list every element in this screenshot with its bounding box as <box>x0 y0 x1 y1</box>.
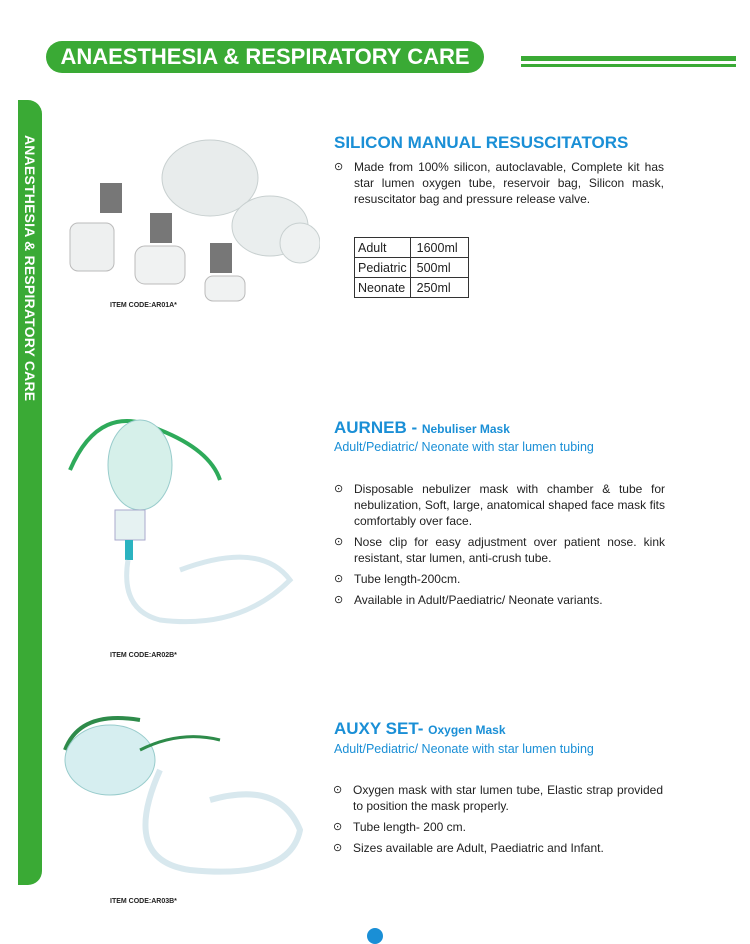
sidebar-label: ANAESTHESIA & RESPIRATORY CARE <box>22 135 38 402</box>
bullet-icon: ⊙ <box>334 594 344 606</box>
product-title: AURNEB - Nebuliser Mask <box>334 418 510 437</box>
product-title: AUXY SET- Oxygen Mask <box>334 719 506 738</box>
feature-item: ⊙ Disposable nebulizer mask with chamber & tube for nebulization, Soft, large, anatomical shaped face mask fits comfortably over face. <box>334 482 665 528</box>
feature-item: ⊙ Tube length-200cm. <box>334 572 461 586</box>
bullet-icon: ⊙ <box>334 161 344 173</box>
table-row: Pediatric 500ml <box>355 258 469 278</box>
feature-list <box>333 782 663 861</box>
feature-item: ⊙ Oxygen mask with star lumen tube, Elastic strap provided to position the mask properly. <box>333 783 663 813</box>
feature-item: ⊙ Sizes available are Adult, Paediatric and Infant. <box>333 841 604 855</box>
header-rule <box>521 56 736 61</box>
feature-item: ⊙ Tube length- 200 cm. <box>333 820 466 834</box>
oxygen-mask-image <box>60 710 310 890</box>
item-code: ITEM CODE:AR02B* <box>110 652 177 659</box>
table-row: Adult 1600ml <box>355 238 469 258</box>
bullet-icon: ⊙ <box>333 821 343 833</box>
product-title: SILICON MANUAL RESUSCITATORS <box>334 133 629 152</box>
resuscitator-image <box>60 128 320 318</box>
header-rule <box>521 64 736 67</box>
feature-item: ⊙ Nose clip for easy adjustment over patient nose. kink resistant, star lumen, anti-crush tube. <box>334 535 665 565</box>
bullet-icon: ⊙ <box>333 842 343 854</box>
product-subtitle: Adult/Pediatric/ Neonate with star lumen tubing <box>334 440 594 454</box>
section-header: ANAESTHESIA & RESPIRATORY CARE <box>46 41 484 73</box>
item-code: ITEM CODE:AR03B* <box>110 898 177 905</box>
page-marker <box>367 928 383 944</box>
table-row: Neonate 250ml <box>355 278 469 298</box>
size-table <box>354 237 469 298</box>
feature-list <box>334 481 665 613</box>
bullet-icon: ⊙ <box>334 573 344 585</box>
nebuliser-mask-image <box>60 400 310 640</box>
bullet-icon: ⊙ <box>334 536 344 548</box>
product-subtitle: Adult/Pediatric/ Neonate with star lumen tubing <box>334 742 594 756</box>
bullet-icon: ⊙ <box>333 784 343 796</box>
item-code: ITEM CODE:AR01A* <box>110 302 177 309</box>
feature-item: ⊙ Made from 100% silicon, autoclavable, Complete kit has star lumen oxygen tube, reservoir bag, Silicon mask, resuscitator bag and pressure release valve. <box>334 160 664 206</box>
bullet-icon: ⊙ <box>334 483 344 495</box>
feature-list <box>334 159 664 212</box>
feature-item: ⊙ Available in Adult/Paediatric/ Neonate variants. <box>334 593 603 607</box>
